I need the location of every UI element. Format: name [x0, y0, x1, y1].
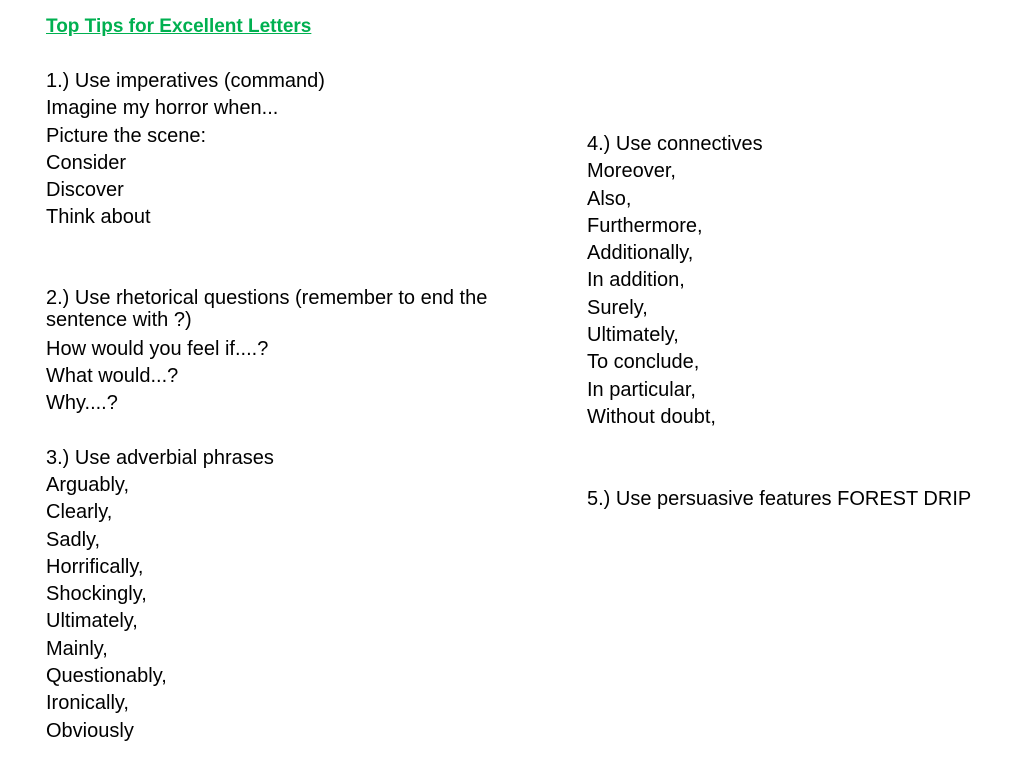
list-item: Horrifically,	[46, 555, 144, 578]
list-item: Also,	[587, 187, 632, 210]
list-item: Ultimately,	[587, 324, 679, 347]
section-heading: 2.) Use rhetorical questions (remember to end the sentence with ?)	[46, 286, 488, 331]
list-item: Obviously	[46, 719, 134, 742]
list-item: Without doubt,	[587, 405, 716, 428]
spacer	[46, 232, 546, 287]
list-item: Arguably,	[46, 473, 130, 496]
list-item: Furthermore,	[587, 214, 703, 237]
list-item: In addition,	[587, 269, 685, 292]
list-item: Think about	[46, 206, 151, 229]
section-adverbial-phrases	[46, 445, 546, 745]
list-item: Sadly,	[46, 528, 101, 551]
list-item: Picture the scene:	[46, 124, 207, 147]
page-title: Top Tips for Excellent Letters	[46, 16, 312, 37]
section-rhetorical-questions	[46, 287, 546, 418]
list-item: Ultimately,	[46, 610, 138, 633]
list-item: In particular,	[587, 378, 696, 401]
list-item: What would...?	[46, 365, 179, 388]
list-item: Clearly,	[46, 501, 113, 524]
list-item: Questionably,	[46, 665, 167, 688]
list-item: Mainly,	[46, 637, 108, 660]
section-heading: 1.) Use imperatives (command)	[46, 70, 325, 92]
list-item: Ironically,	[46, 692, 129, 715]
section-heading: 3.) Use adverbial phrases	[46, 446, 274, 469]
section-persuasive-features	[587, 486, 1007, 513]
list-item: Imagine my horror when...	[46, 97, 279, 120]
list-item: How would you feel if....?	[46, 337, 269, 360]
list-item: Additionally,	[587, 242, 694, 265]
list-item: Moreover,	[587, 160, 676, 183]
list-item: Surely,	[587, 296, 648, 319]
list-item: Consider	[46, 151, 127, 174]
left-column	[46, 68, 546, 745]
section-connectives	[587, 131, 1007, 431]
section-imperatives	[46, 68, 546, 232]
right-column	[587, 131, 1007, 514]
list-item: Shockingly,	[46, 583, 147, 606]
list-item: To conclude,	[587, 351, 700, 374]
section-heading: 4.) Use connectives	[587, 133, 763, 155]
spacer	[46, 418, 546, 445]
list-item: Why....?	[46, 392, 118, 415]
spacer	[587, 431, 1007, 486]
section-heading: 5.) Use persuasive features FOREST DRIP	[587, 488, 972, 511]
list-item: Discover	[46, 179, 124, 202]
